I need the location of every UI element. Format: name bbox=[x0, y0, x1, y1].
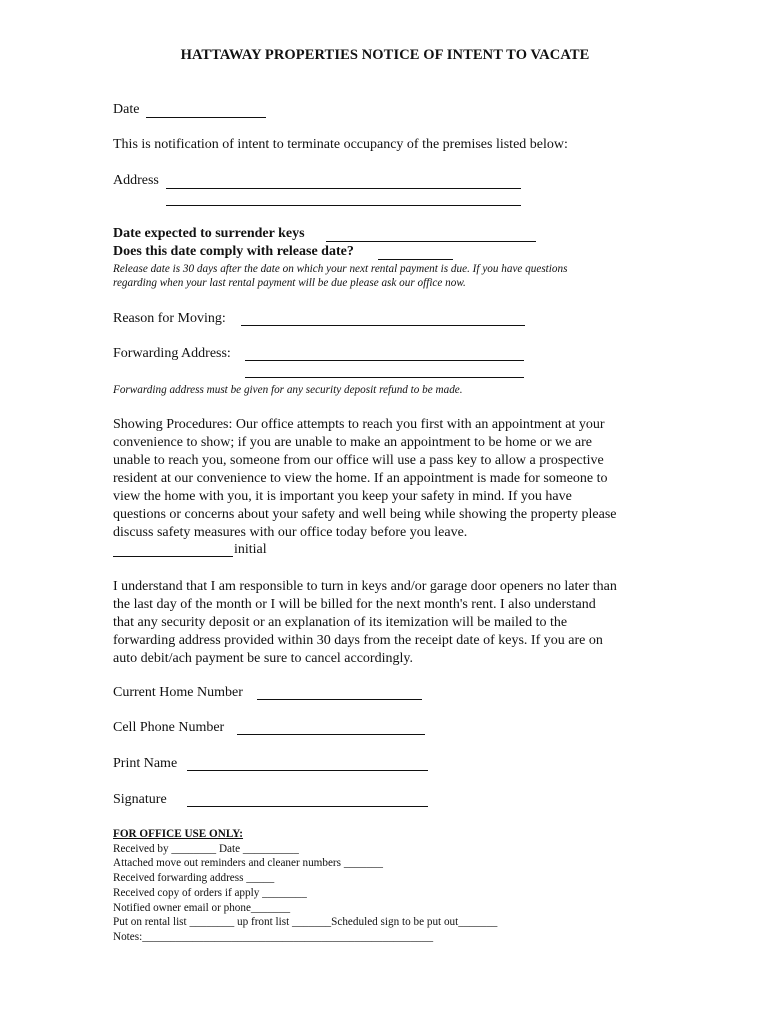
reason-label: Reason for Moving: bbox=[113, 311, 226, 326]
showing-line: resident at our convenience to view the home. If an appointment is made for someone to bbox=[113, 471, 608, 486]
showing-line: Showing Procedures: Our office attempts to reach you first with an appointment at your bbox=[113, 417, 605, 432]
reason-field[interactable] bbox=[241, 325, 525, 326]
home-number-field[interactable] bbox=[257, 699, 422, 700]
cell-number-field[interactable] bbox=[237, 734, 425, 735]
office-use-section bbox=[113, 827, 497, 945]
intro-text: This is notification of intent to terminate occupancy of the premises listed below: bbox=[113, 137, 568, 152]
understand-line: that any security deposit or an explanation of its itemization will be mailed to the bbox=[113, 615, 568, 630]
home-number-label: Current Home Number bbox=[113, 685, 243, 700]
forwarding-field-line-2[interactable] bbox=[245, 377, 524, 378]
forwarding-field-line-1[interactable] bbox=[245, 360, 524, 361]
address-label: Address bbox=[113, 173, 159, 188]
forwarding-label: Forwarding Address: bbox=[113, 346, 231, 361]
office-line: Notified owner email or phone_______ bbox=[113, 901, 291, 914]
understand-line: auto debit/ach payment be sure to cancel accordingly. bbox=[113, 651, 413, 666]
release-note-line-1: Release date is 30 days after the date on which your next rental payment is due. If you have questions bbox=[113, 263, 568, 275]
release-note-line-2: regarding when your last rental payment will be due please ask our office now. bbox=[113, 277, 466, 289]
showing-line: questions or concerns about your safety and well being while showing the property please bbox=[113, 507, 617, 522]
office-line: Received copy of orders if apply ________ bbox=[113, 886, 307, 899]
office-line: Put on rental list ________ up front list _______Scheduled sign to be put out_______ bbox=[113, 916, 498, 929]
print-name-field[interactable] bbox=[187, 770, 428, 771]
understanding-paragraph bbox=[113, 578, 673, 668]
comply-field[interactable] bbox=[378, 259, 453, 260]
office-line: Received forwarding address _____ bbox=[113, 872, 275, 885]
showing-line: discuss safety measures with our office today before you leave. bbox=[113, 525, 468, 540]
office-line: Attached move out reminders and cleaner numbers _______ bbox=[113, 857, 383, 870]
showing-line: unable to reach you, someone from our office will use a pass key to allow a prospective bbox=[113, 453, 604, 468]
office-line: Received by ________ Date __________ bbox=[113, 842, 299, 855]
signature-field[interactable] bbox=[187, 806, 428, 807]
initial-label: initial bbox=[234, 542, 267, 557]
initial-field[interactable] bbox=[113, 556, 233, 557]
address-field-line-2[interactable] bbox=[166, 205, 521, 206]
keys-date-label: Date expected to surrender keys bbox=[113, 226, 305, 241]
understand-line: forwarding address provided within 30 days from the receipt date of keys. If you are on bbox=[113, 633, 603, 648]
print-name-label: Print Name bbox=[113, 756, 178, 771]
showing-procedures-paragraph bbox=[113, 416, 673, 542]
office-use-heading: FOR OFFICE USE ONLY: bbox=[113, 828, 244, 840]
comply-label: Does this date comply with release date? bbox=[113, 244, 354, 259]
date-label: Date bbox=[113, 102, 140, 117]
page-title: HATTAWAY PROPERTIES NOTICE OF INTENT TO VACATE bbox=[180, 47, 590, 63]
showing-line: convenience to show; if you are unable to make an appointment to be home or we are bbox=[113, 435, 592, 450]
showing-line: view the home with you, it is important you keep your safety in mind. If you have bbox=[113, 489, 572, 504]
address-field-line-1[interactable] bbox=[166, 188, 521, 189]
cell-number-label: Cell Phone Number bbox=[113, 720, 225, 735]
keys-date-field[interactable] bbox=[326, 241, 536, 242]
understand-line: the last day of the month or I will be billed for the next month's rent. I also understand bbox=[113, 597, 596, 612]
office-line: Notes:____________________________________________________ bbox=[113, 930, 434, 943]
signature-label: Signature bbox=[113, 792, 167, 807]
date-field[interactable] bbox=[146, 117, 266, 118]
forwarding-note: Forwarding address must be given for any security deposit refund to be made. bbox=[113, 384, 463, 396]
understand-line: I understand that I am responsible to turn in keys and/or garage door openers no later than bbox=[113, 579, 617, 594]
